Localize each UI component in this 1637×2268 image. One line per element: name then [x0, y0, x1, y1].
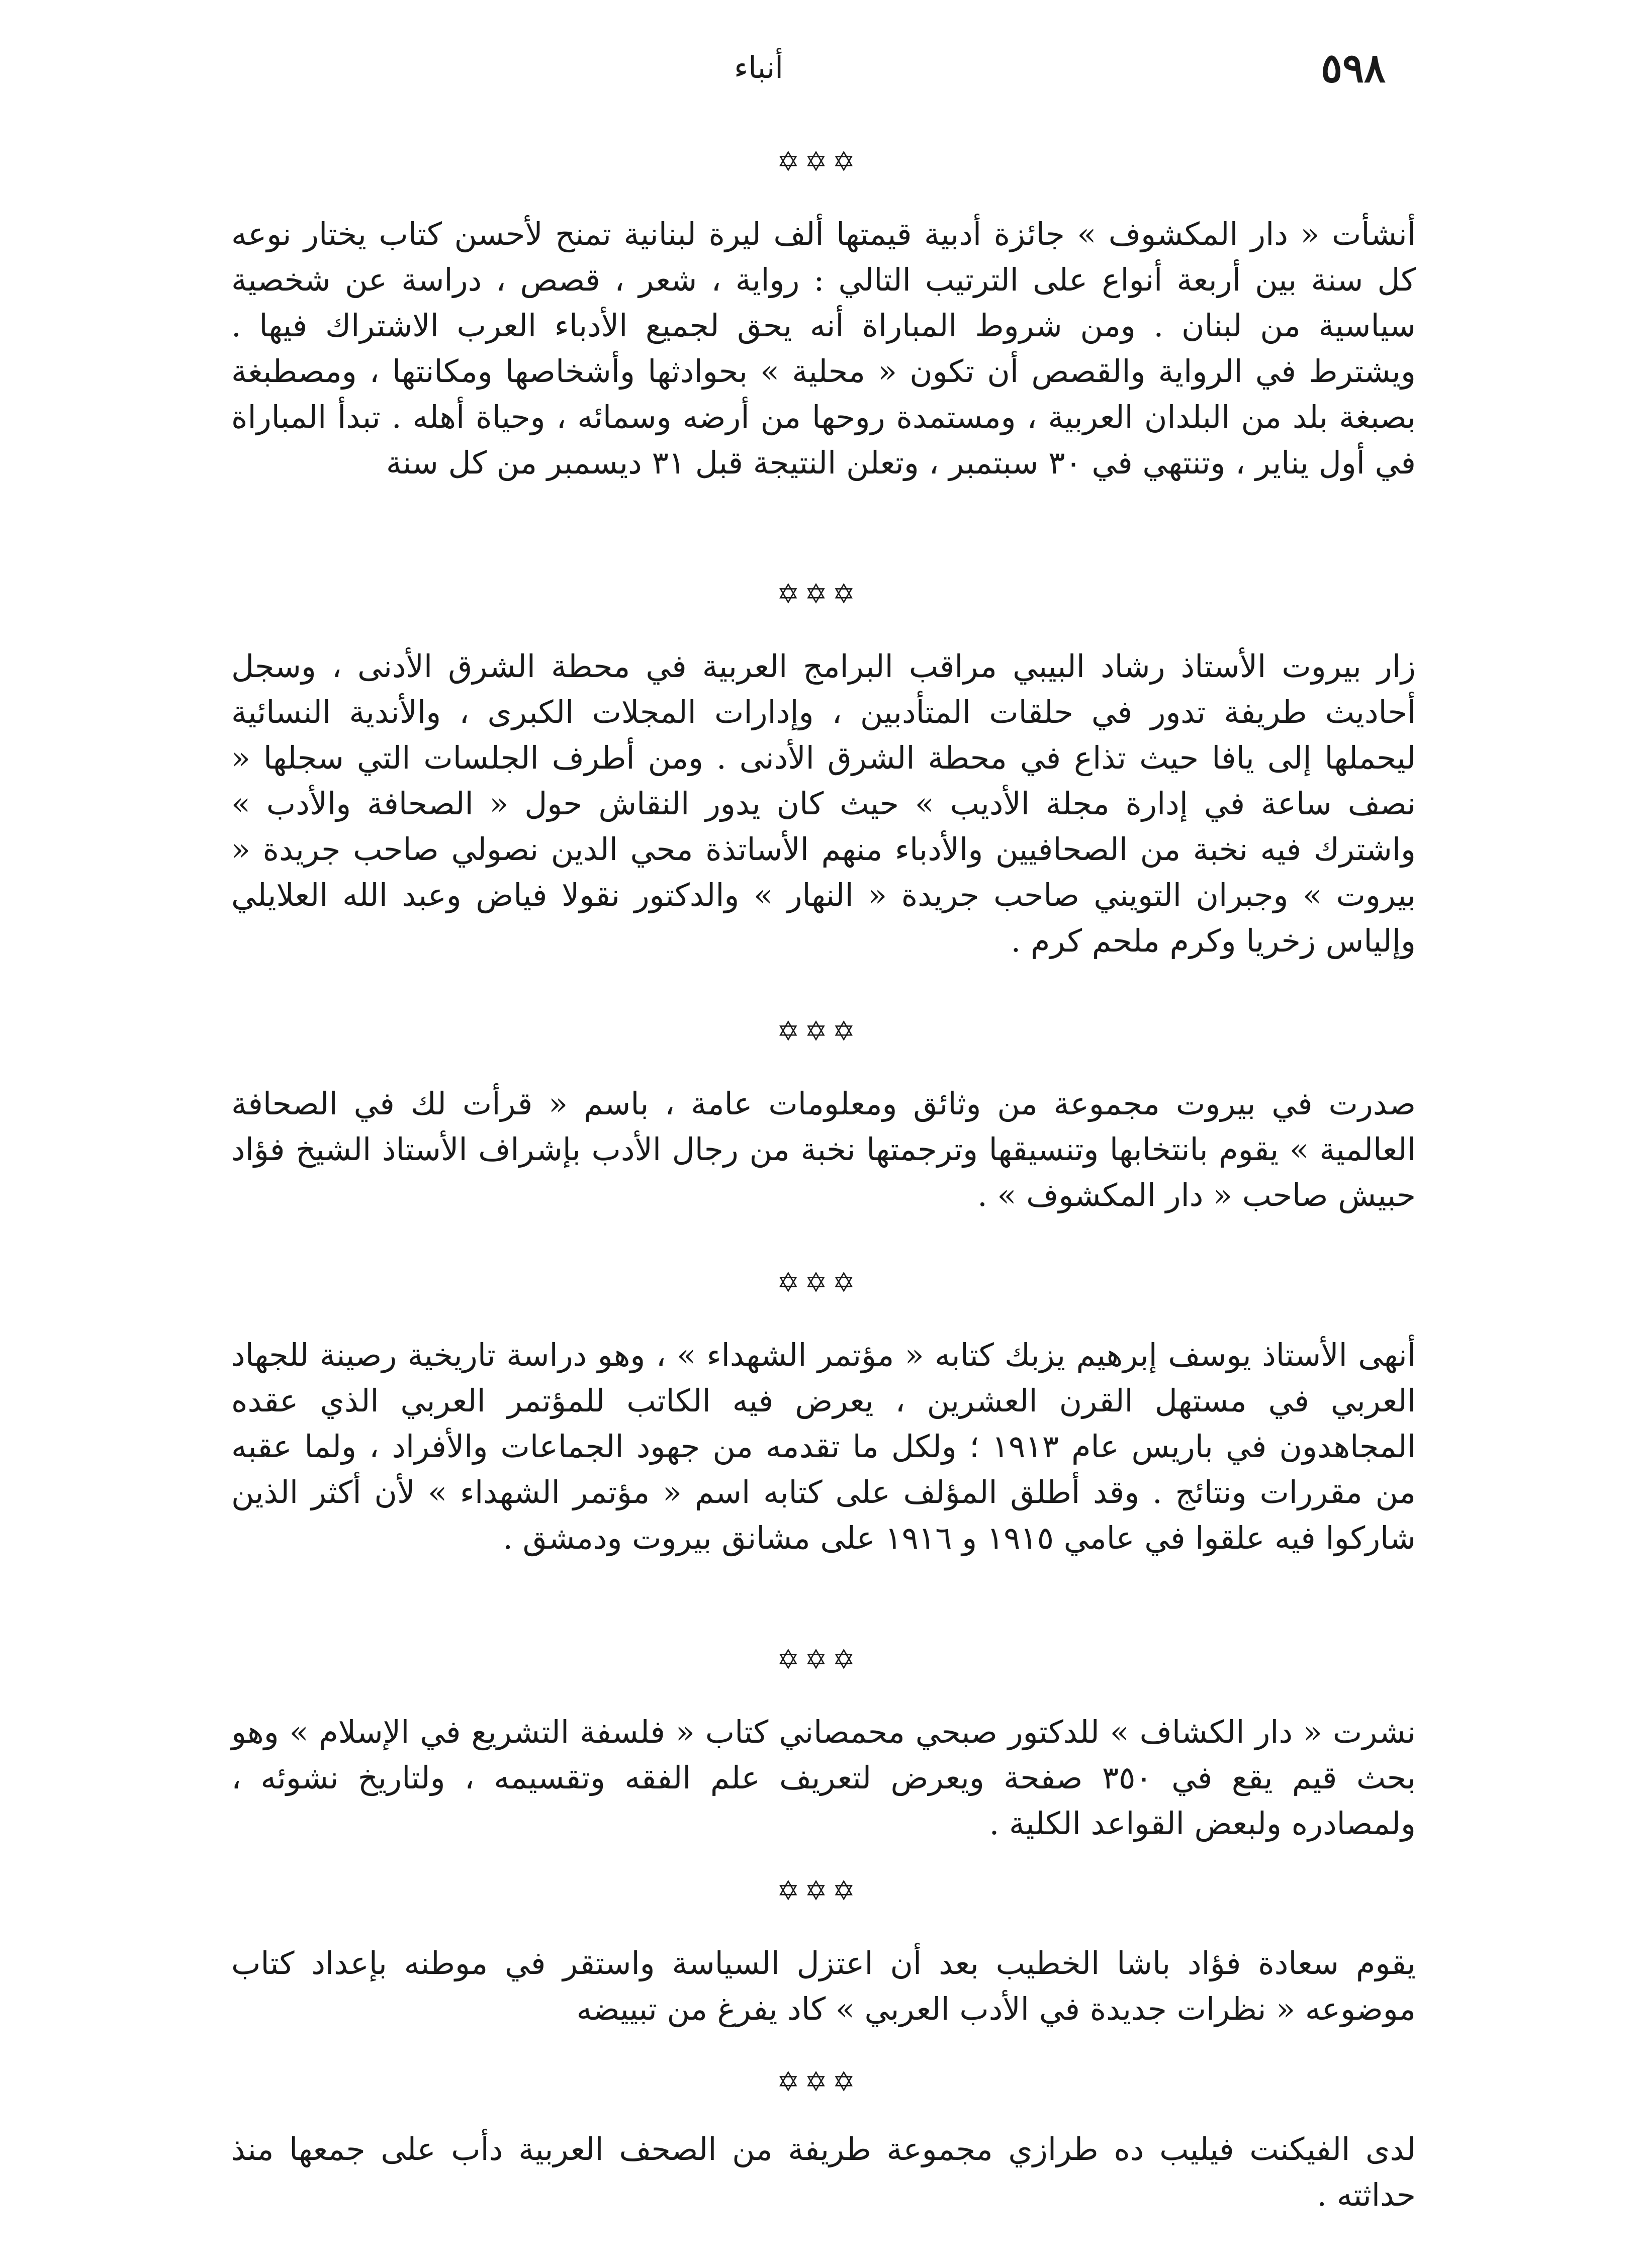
- running-title: أنباء: [734, 50, 783, 85]
- star-separator: ✡✡✡: [777, 2066, 860, 2098]
- news-item-dar-al-makshouf-prize: أنشأت « دار المكشوف » جائزة أدبية قيمتها ألف ليرة لبنانية تمنح لأحسن كتاب يختار نوعه كل سنة بين أربعة أنواع على الترتيب التالي : رواية ، شعر ، قصص ، دراسة عن شخصية سياسية من لبنان . ومن شروط المباراة أنه يحق لجميع الأدباء العرب الاشتراك فيها . ويشترط في الرواية والقصص أن تكون « محلية » بحوادثها وأشخاصها ومكانتها ، ومصطبغة بصبغة بلد من البلدان العربية ، ومستمدة روحها من أرضه وسمائه ، وحياة أهله . تبدأ المباراة في أول يناير ، وتنتهي في ٣٠ سبتمبر ، وتعلن النتيجة قبل ٣١ ديسمبر من كل سنة: [231, 216, 1416, 481]
- star-separator: ✡✡✡: [777, 1644, 860, 1675]
- star-separator: ✡✡✡: [777, 1875, 860, 1907]
- news-item-rashad-bibi-visit: زار بيروت الأستاذ رشاد البيبي مراقب البرامج العربية في محطة الشرق الأدنى ، وسجل أحاديث طريفة تدور في حلقات المتأدبين ، وإدارات المجلات الكبرى ، والأندية النسائية ليحملها إلى يافا حيث تذاع في محطة الشرق الأدنى . ومن أطرف الجلسات التي سجلها « نصف ساعة في إدارة مجلة الأديب » حيث كان يدور النقاش حول « الصحافة والأدب » واشترك فيه نخبة من الصحافيين والأدباء منهم الأساتذة محي الدين نصولي صاحب جريدة « بيروت » وجبران التويني صاحب جريدة « النهار » والدكتور نقولا فياض وعبد الله العلايلي وإلياس زخريا وكرم ملحم كرم .: [231, 648, 1416, 959]
- page-header: [191, 44, 1386, 105]
- news-item-tarrazi-collection: لدى الفيكنت فيليب ده طرازي مجموعة طريفة من الصحف العربية دأب على جمعها منذ حداثته .: [231, 2131, 1416, 2213]
- news-item-read-for-you-collection: صدرت في بيروت مجموعة من وثائق ومعلومات عامة ، باسم « قرأت لك في الصحافة العالمية » يقوم بانتخابها وتنسيقها وترجمتها نخبة من رجال الأدب بإشراف الأستاذ الشيخ فؤاد حبيش صاحب « دار المكشوف » .: [231, 1085, 1416, 1213]
- star-separator: ✡✡✡: [777, 146, 860, 177]
- star-separator: ✡✡✡: [777, 1267, 860, 1298]
- news-item-fouad-khatib-book: يقوم سعادة فؤاد باشا الخطيب بعد أن اعتزل السياسة واستقر في موطنه بإعداد كتاب موضوعه « نظرات جديدة في الأدب العربي » كاد يفرغ من تبييضه: [231, 1945, 1416, 2027]
- star-separator: ✡✡✡: [777, 578, 860, 610]
- news-item-martyrs-congress-book: أنهى الأستاذ يوسف إبرهيم يزبك كتابه « مؤتمر الشهداء » ، وهو دراسة تاريخية رصينة للجهاد العربي في مستهل القرن العشرين ، يعرض فيه الكاتب للمؤتمر العربي الذي عقده المجاهدون في باريس عام ١٩١٣ ؛ ولكل ما تقدمه من جهود الجماعات والأفراد ، ولما عقبه من مقررات ونتائج . وقد أطلق المؤلف على كتابه اسم « مؤتمر الشهداء » لأن أكثر الذين شاركوا فيه علقوا في عامي ١٩١٥ و ١٩١٦ على مشانق بيروت ودمشق .: [231, 1337, 1416, 1556]
- page-number: ٥٩٨: [1321, 44, 1386, 91]
- news-item-philosophy-of-legislation-book: نشرت « دار الكشاف » للدكتور صبحي محمصاني كتاب « فلسفة التشريع في الإسلام » وهو بحث قيم يقع في ٣٥٠ صفحة ويعرض لتعريف علم الفقه وتقسيمه ، ولتاريخ نشوئه ، ولمصادره ولبعض القواعد الكلية .: [231, 1714, 1416, 1842]
- star-separator: ✡✡✡: [777, 1015, 860, 1047]
